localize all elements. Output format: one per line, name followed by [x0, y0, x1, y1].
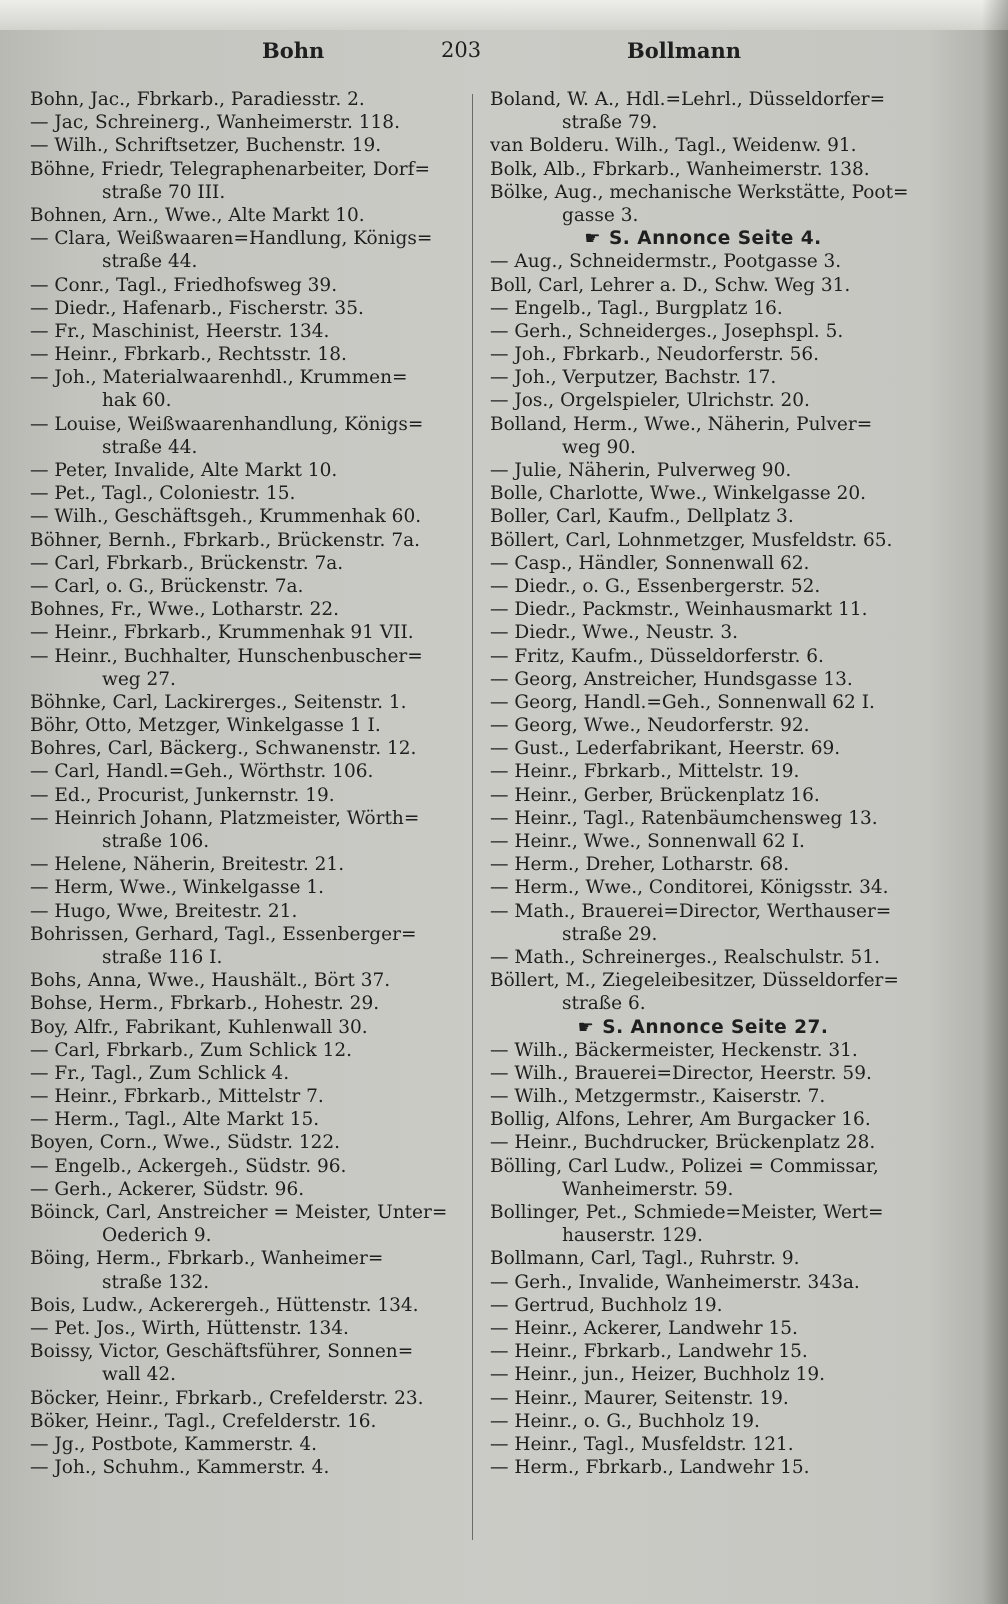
- page-number: 203: [441, 38, 482, 62]
- directory-entry: — Heinr., Buchdrucker, Brückenplatz 28.: [490, 1132, 876, 1154]
- directory-entry: — Herm., Wwe., Conditorei, Königsstr. 34.: [490, 877, 889, 899]
- directory-entry: Boy, Alfr., Fabrikant, Kuhlenwall 30.: [30, 1016, 368, 1038]
- directory-entry: — Heinr., Ackerer, Landwehr 15.: [490, 1317, 798, 1339]
- directory-entry: — Heinr., Fbrkarb., Mittelstr. 19.: [490, 761, 800, 783]
- directory-entry: — Peter, Invalide, Alte Markt 10.: [30, 460, 338, 481]
- directory-entry: Bollig, Alfons, Lehrer, Am Burgacker 16.: [490, 1109, 871, 1131]
- directory-entry-continuation: Wanheimerstr. 59.: [562, 1178, 734, 1200]
- directory-entry: — Georg, Anstreicher, Hundsgasse 13.: [490, 668, 853, 690]
- directory-entry: Boyen, Corn., Wwe., Südstr. 122.: [30, 1132, 341, 1154]
- directory-entry: Bolland, Herm., Wwe., Näherin, Pulver=: [490, 413, 873, 435]
- directory-entry: — Gerh., Schneiderges., Josephspl. 5.: [490, 320, 844, 342]
- directory-entry: — Wilh., Metzgermstr., Kaiserstr. 7.: [490, 1086, 826, 1108]
- directory-entry: — Jac, Schreinerg., Wanheimerstr. 118.: [30, 112, 400, 134]
- directory-entry: Boller, Carl, Kaufm., Dellplatz 3.: [490, 506, 794, 528]
- directory-entry: — Clara, Weißwaaren=Handlung, Königs=: [30, 228, 433, 250]
- directory-entry: — Gerh., Ackerer, Südstr. 96.: [30, 1178, 305, 1200]
- directory-entry: — Carl, Handl.=Geh., Wörthstr. 106.: [30, 761, 374, 783]
- directory-entry: — Wilh., Geschäftsgeh., Krummenhak 60.: [30, 506, 422, 528]
- directory-entry: — Pet., Tagl., Coloniestr. 15.: [30, 483, 296, 505]
- directory-entry: — Engelb., Ackergeh., Südstr. 96.: [30, 1155, 347, 1177]
- directory-entry: Bolk, Alb., Fbrkarb., Wanheimerstr. 138.: [490, 158, 870, 180]
- directory-entry: — Gust., Lederfabrikant, Heerstr. 69.: [490, 738, 841, 760]
- directory-entry: — Fritz, Kaufm., Düsseldorferstr. 6.: [490, 645, 824, 667]
- directory-entry: — Joh., Materialwaarenhdl., Krummen=: [30, 367, 408, 389]
- directory-entry: — Carl, Fbrkarb., Brückenstr. 7a.: [30, 552, 344, 574]
- directory-entry: — Heinr., Maurer, Seitenstr. 19.: [490, 1387, 789, 1409]
- directory-entry-continuation: Oederich 9.: [102, 1225, 212, 1247]
- directory-entry: — Hugo, Wwe, Breitestr. 21.: [30, 900, 298, 922]
- directory-entry: — Heinrich Johann, Platzmeister, Wörth=: [30, 807, 420, 829]
- directory-entry: — Louise, Weißwaarenhandlung, Königs=: [30, 413, 424, 435]
- directory-entry-continuation: hauserstr. 129.: [562, 1225, 703, 1247]
- directory-entry: — Diedr., Hafenarb., Fischerstr. 35.: [30, 297, 364, 319]
- directory-entry: — Pet. Jos., Wirth, Hüttenstr. 134.: [30, 1317, 349, 1339]
- directory-entry: — Casp., Händler, Sonnenwall 62.: [490, 552, 810, 574]
- directory-entry: Bohres, Carl, Bäckerg., Schwanenstr. 12.: [30, 738, 417, 760]
- directory-entry-continuation: straße 79.: [562, 112, 658, 134]
- directory-entry: Bollinger, Pet., Schmiede=Meister, Wert=: [490, 1202, 884, 1223]
- directory-entry: — Wilh., Schriftsetzer, Buchenstr. 19.: [30, 135, 382, 157]
- directory-entry: — Heinr., Gerber, Brückenplatz 16.: [490, 784, 820, 806]
- directory-entry: — Gerh., Invalide, Wanheimerstr. 343a.: [490, 1271, 860, 1293]
- directory-entry: Böker, Heinr., Tagl., Crefelderstr. 16.: [30, 1410, 377, 1432]
- directory-entry: — Heinr., Fbrkarb., Krummenhak 91 VII.: [30, 622, 414, 644]
- directory-entry: Bohnen, Arn., Wwe., Alte Markt 10.: [30, 204, 365, 226]
- directory-entry: Bohnes, Fr., Wwe., Lotharstr. 22.: [30, 599, 340, 621]
- advertisement-notice: [490, 1016, 916, 1039]
- directory-entry: — Fr., Maschinist, Heerstr. 134.: [30, 320, 330, 342]
- directory-entry: Böhnke, Carl, Lackirerges., Seitenstr. 1.: [30, 691, 407, 713]
- directory-entry: Boland, W. A., Hdl.=Lehrl., Düsseldorfer=: [490, 89, 886, 110]
- directory-entry-continuation: hak 60.: [102, 390, 172, 412]
- directory-entry: — Ed., Procurist, Junkernstr. 19.: [30, 784, 335, 806]
- advertisement-notice-text: S. Annonce Seite 27.: [602, 1016, 829, 1038]
- directory-entry: — Heinr., Fbrkarb., Mittelstr 7.: [30, 1086, 324, 1108]
- directory-entry: — Joh., Fbrkarb., Neudorferstr. 56.: [490, 344, 820, 366]
- directory-entry: — Helene, Näherin, Breitestr. 21.: [30, 854, 345, 876]
- directory-entry: — Carl, Fbrkarb., Zum Schlick 12.: [30, 1039, 353, 1061]
- directory-entry: Böing, Herm., Fbrkarb., Wanheimer=: [30, 1248, 384, 1270]
- directory-entry: — Heinr., jun., Heizer, Buchholz 19.: [490, 1364, 826, 1386]
- directory-entry: — Diedr., o. G., Essenbergerstr. 52.: [490, 575, 821, 597]
- directory-entry: — Jos., Orgelspieler, Ulrichstr. 20.: [490, 390, 810, 412]
- directory-entry: — Heinr., Fbrkarb., Rechtsstr. 18.: [30, 344, 347, 366]
- directory-entry-continuation: gasse 3.: [562, 204, 639, 226]
- directory-entry-continuation: straße 116 I.: [102, 946, 223, 968]
- directory-entry: Böcker, Heinr., Fbrkarb., Crefelderstr. 23.: [30, 1387, 424, 1409]
- directory-entry: Bölling, Carl Ludw., Polizei = Commissar,: [490, 1155, 879, 1177]
- directory-entry: — Joh., Schuhm., Kammerstr. 4.: [30, 1457, 330, 1479]
- directory-entry: — Wilh., Bäckermeister, Heckenstr. 31.: [490, 1039, 858, 1061]
- directory-entry: Bolle, Charlotte, Wwe., Winkelgasse 20.: [490, 483, 866, 505]
- directory-entry-continuation: straße 29.: [562, 923, 658, 945]
- right-column: [490, 88, 916, 1479]
- directory-entry: Böllert, M., Ziegeleibesitzer, Düsseldorfer=: [490, 970, 899, 992]
- directory-entry: — Herm, Wwe., Winkelgasse 1.: [30, 877, 324, 899]
- header-left-keyword: Bohn: [262, 38, 325, 63]
- left-column: [30, 88, 460, 1479]
- pointing-hand-icon: ☛: [577, 1016, 595, 1038]
- directory-entry-continuation: straße 44.: [102, 436, 198, 458]
- directory-entry: — Gertrud, Buchholz 19.: [490, 1294, 723, 1316]
- directory-entry: Bollmann, Carl, Tagl., Ruhrstr. 9.: [490, 1248, 800, 1270]
- directory-entry: Bohs, Anna, Wwe., Haushält., Bört 37.: [30, 970, 391, 992]
- directory-entry: Bois, Ludw., Ackerergeh., Hüttenstr. 134.: [30, 1294, 419, 1316]
- directory-entry: — Joh., Verputzer, Bachstr. 17.: [490, 367, 777, 389]
- directory-entry-continuation: straße 132.: [102, 1271, 210, 1293]
- directory-entry: Böhne, Friedr, Telegraphenarbeiter, Dorf=: [30, 158, 430, 180]
- directory-entry: Böinck, Carl, Anstreicher = Meister, Unter=: [30, 1202, 448, 1223]
- header-right-keyword: Bollmann: [627, 38, 742, 63]
- directory-entry: — Heinr., o. G., Buchholz 19.: [490, 1410, 760, 1432]
- column-divider: [472, 94, 473, 1540]
- directory-entry: — Heinr., Wwe., Sonnenwall 62 I.: [490, 831, 805, 852]
- directory-entry: — Herm., Fbrkarb., Landwehr 15.: [490, 1457, 810, 1479]
- directory-entry-continuation: weg 27.: [102, 668, 176, 690]
- directory-entry: — Diedr., Packmstr., Weinhausmarkt 11.: [490, 599, 868, 621]
- directory-entry: — Fr., Tagl., Zum Schlick 4.: [30, 1062, 290, 1084]
- directory-entry: — Georg, Wwe., Neudorferstr. 92.: [490, 715, 810, 737]
- directory-entry: — Math., Brauerei=Director, Werthauser=: [490, 900, 892, 922]
- directory-entry-continuation: straße 6.: [562, 993, 646, 1015]
- directory-entry: Böhr, Otto, Metzger, Winkelgasse 1 I.: [30, 715, 381, 737]
- directory-entry-continuation: straße 44.: [102, 251, 198, 273]
- directory-entry: — Conr., Tagl., Friedhofsweg 39.: [30, 274, 338, 296]
- directory-entry: — Heinr., Buchhalter, Hunschenbuscher=: [30, 645, 423, 667]
- directory-entry: van Bolderu. Wilh., Tagl., Weidenw. 91.: [490, 135, 857, 157]
- directory-entry: — Engelb., Tagl., Burgplatz 16.: [490, 297, 783, 319]
- directory-entry: — Heinr., Fbrkarb., Landwehr 15.: [490, 1341, 808, 1363]
- directory-entry: Bölke, Aug., mechanische Werkstätte, Poot=: [490, 181, 909, 203]
- advertisement-notice-text: S. Annonce Seite 4.: [608, 228, 822, 250]
- directory-entry: Böllert, Carl, Lohnmetzger, Musfeldstr. 65.: [490, 529, 893, 551]
- directory-entry-continuation: straße 106.: [102, 831, 210, 852]
- directory-entry: — Georg, Handl.=Geh., Sonnenwall 62 I.: [490, 691, 875, 713]
- directory-entry: — Herm., Dreher, Lotharstr. 68.: [490, 854, 790, 876]
- directory-entry: — Carl, o. G., Brückenstr. 7a.: [30, 575, 304, 597]
- directory-entry: — Herm., Tagl., Alte Markt 15.: [30, 1109, 320, 1131]
- directory-entry: Bohse, Herm., Fbrkarb., Hohestr. 29.: [30, 993, 380, 1015]
- directory-entry: Bohn, Jac., Fbrkarb., Paradiesstr. 2.: [30, 89, 365, 110]
- directory-entry-continuation: wall 42.: [102, 1364, 176, 1386]
- directory-entry: Boissy, Victor, Geschäftsführer, Sonnen=: [30, 1341, 414, 1363]
- directory-entry: — Diedr., Wwe., Neustr. 3.: [490, 622, 739, 644]
- directory-entry: — Heinr., Tagl., Ratenbäumchensweg 13.: [490, 807, 878, 829]
- directory-entry-continuation: weg 90.: [562, 436, 636, 458]
- directory-entry: — Heinr., Tagl., Musfeldstr. 121.: [490, 1433, 794, 1455]
- directory-entry: — Wilh., Brauerei=Director, Heerstr. 59.: [490, 1062, 872, 1084]
- directory-entry: Böhner, Bernh., Fbrkarb., Brückenstr. 7a.: [30, 529, 420, 551]
- directory-entry: Bohrissen, Gerhard, Tagl., Essenberger=: [30, 923, 417, 945]
- advertisement-notice: [490, 227, 916, 250]
- directory-entry: — Aug., Schneidermstr., Pootgasse 3.: [490, 251, 842, 273]
- page-header: [30, 38, 954, 74]
- directory-entry: — Julie, Näherin, Pulverweg 90.: [490, 460, 792, 481]
- directory-entry-continuation: straße 70 III.: [102, 181, 226, 203]
- directory-entry: — Jg., Postbote, Kammerstr. 4.: [30, 1433, 318, 1455]
- directory-entry: Boll, Carl, Lehrer a. D., Schw. Weg 31.: [490, 274, 851, 296]
- directory-entry: — Math., Schreinerges., Realschulstr. 51.: [490, 946, 880, 968]
- pointing-hand-icon: ☛: [584, 228, 601, 250]
